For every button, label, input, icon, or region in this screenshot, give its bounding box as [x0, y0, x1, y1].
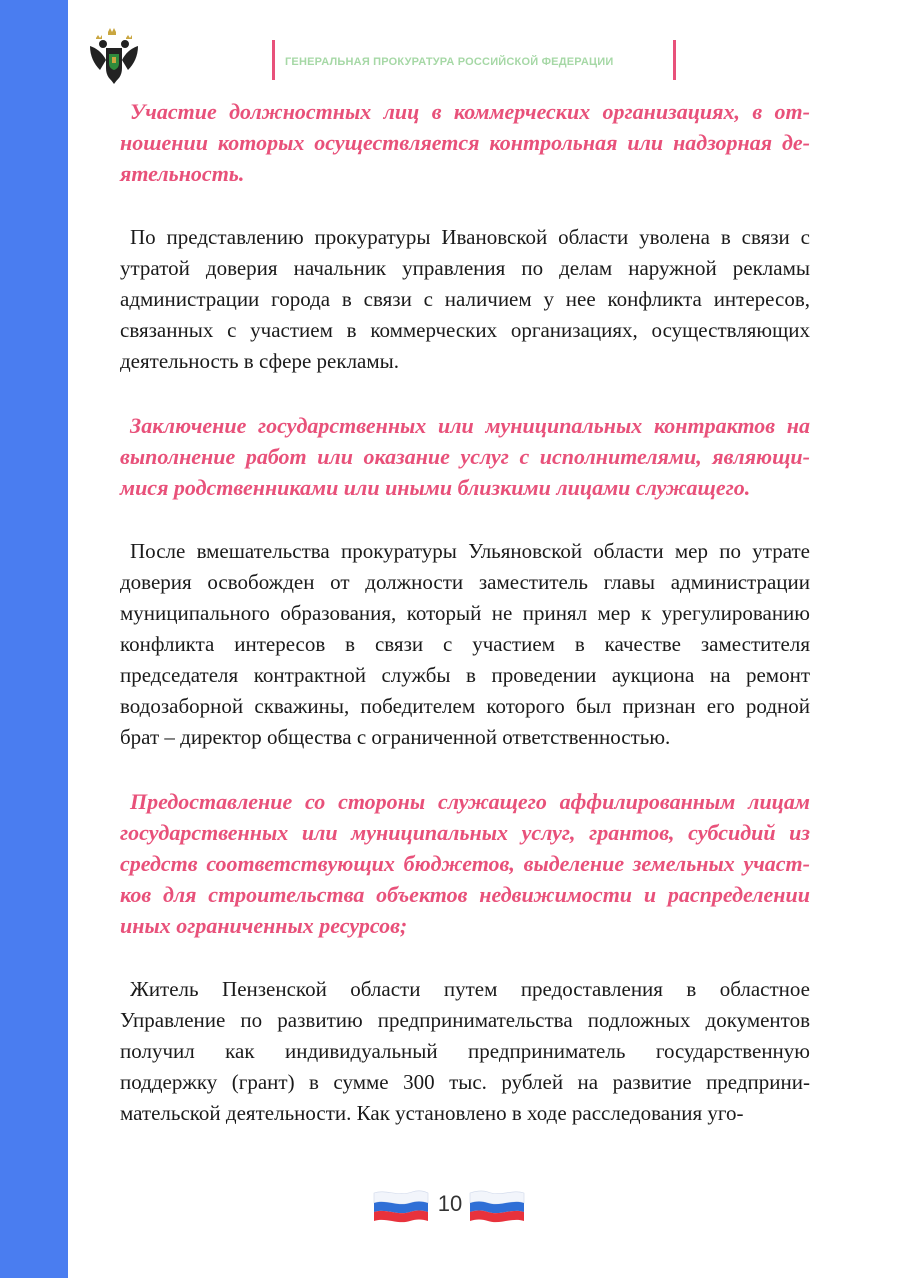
section-paragraph: По представлению прокуратуры Ивановской области уволена в связи с утратой доверия начальник управления по делам наружной рекламы администрации города в связи с наличием у нее конфликта интересов, связанных с участием в коммерческих организациях, осуществляющих деятельность в сфере рекламы.: [120, 225, 810, 373]
header-rule-right: [673, 40, 676, 80]
section-paragraph: После вмешательства прокуратуры Ульяновской области мер по утрате доверия освобожден от должности заместитель главы администрации муниципального образования, который не принял мер к урегулированию конфликта интересов в связи с участием в качестве заместителя председателя контрактной службы в проведении аукциона на ремонт водозаборной скважины, победителем которого был признан его родной брат – директор общества с ограниченной ответственностью.: [120, 539, 810, 749]
page-content: [120, 96, 810, 1129]
russian-flag-icon: [468, 1189, 526, 1223]
section-heading: Заключение государственных или муниципальных контрактов на выполнение работ или оказание услуг с исполнителями, являющимися родственниками или иными близкими лицами служащего.: [120, 413, 810, 500]
section-heading: Предоставление со стороны служащего аффилированным лицам государственных или муниципальных услуг, грантов, субсидий из средств соответствующих бюджетов, выделение земельных участков для строительства объектов недвижимости и распределении иных ограниченных ресурсов;: [120, 789, 810, 938]
russian-flag-icon: [372, 1189, 430, 1223]
section-paragraph: Житель Пензенской области путем предоставления в областное Управление по развитию предпринимательства подложных документов получил как индивидуальный предприниматель государственную поддержку (грант) в сумме 300 тыс. рублей на развитие предпринимательской деятельности. Как установлено в ходе расследования уго-: [120, 977, 810, 1125]
page-footer: [372, 1183, 532, 1225]
page-number: 10: [437, 1191, 463, 1216]
double-headed-eagle-emblem-icon: [86, 26, 142, 86]
section-heading: Участие должностных лиц в коммерческих организациях, в отношении которых осуществляется контрольная или надзорная деятельность.: [120, 99, 810, 186]
left-color-band: [0, 0, 68, 1278]
header-title: ГЕНЕРАЛЬНАЯ ПРОКУРАТУРА РОССИЙСКОЙ ФЕДЕРАЦИИ: [285, 56, 614, 68]
header-rule-left: [272, 40, 275, 80]
